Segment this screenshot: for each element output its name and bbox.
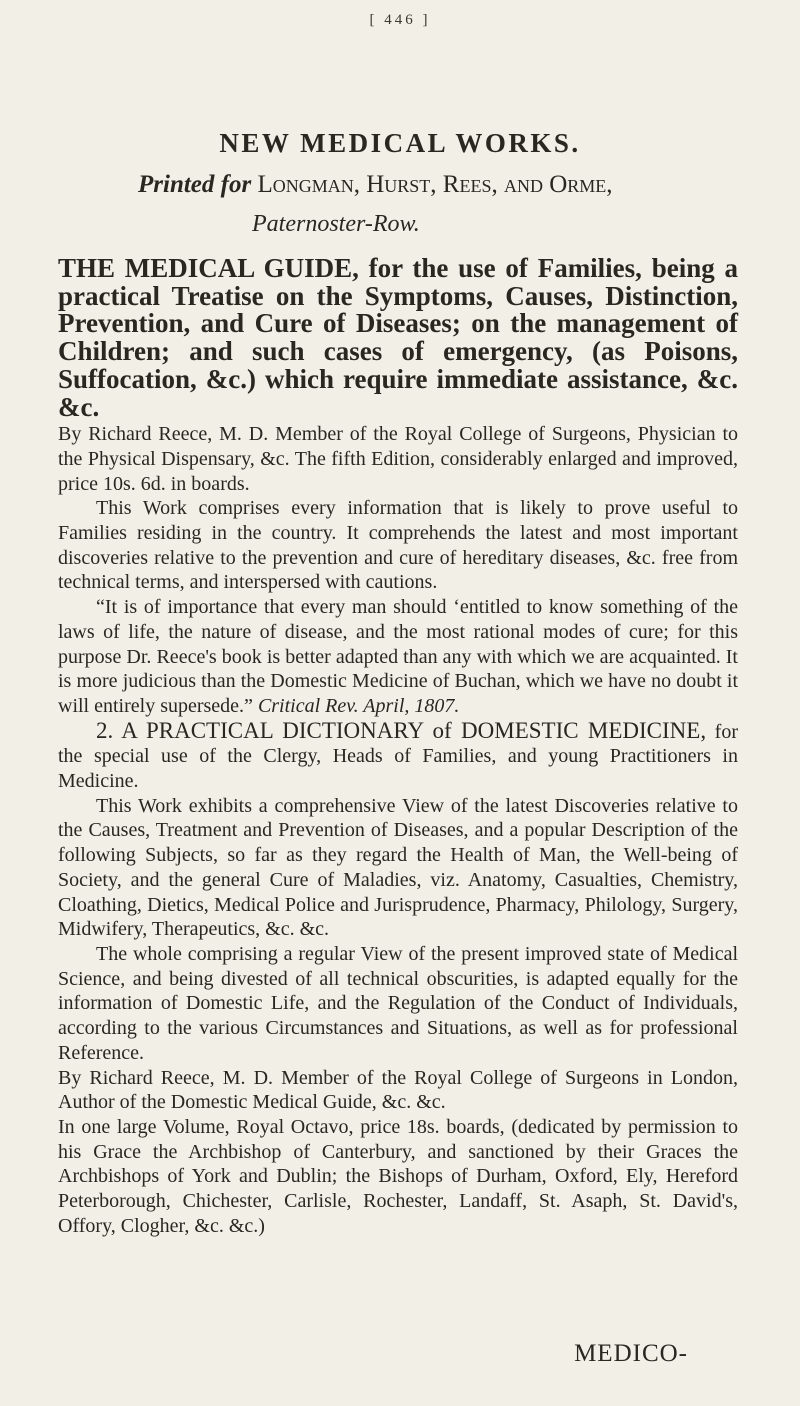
- entry2-format: In one large Volume, Royal Octavo, price 18s. boards, (dedicated by permission to his Grace the Archbishop of Canterbury, and sanctioned by their Graces the Archbishops of York and Dublin; the Bishops of Durham, Oxford, Ely, Hereford Peterborough, Chichester, Carlisle, Rochester, Landaff, St. Asaph, St. David's, Offory, Clogher, &c. &c.): [58, 1115, 738, 1237]
- entry1-title: [58, 253, 738, 422]
- advertisement-body: [58, 253, 738, 1238]
- page-heading: NEW MEDICAL WORKS.: [219, 128, 581, 158]
- imprint-street: Paternoster-Row.: [252, 211, 420, 237]
- entry1-description: This Work comprises every information that is likely to prove useful to Families residing in the country. It comprehends the latest and most important discoveries relative to the prevention and cure of hereditary diseases, &c. free from technical terms, and interspersed with cautions.: [58, 497, 738, 594]
- imprint-line: [138, 171, 760, 199]
- entry2-author: By Richard Reece, M. D. Member of the Royal College of Surgeons in London, Author of the Domestic Medical Guide, &c. &c.: [58, 1066, 738, 1114]
- entry2-title-text: 2. A PRACTICAL DICTIONARY of DOMESTIC MEDICINE,: [96, 717, 707, 743]
- printed-for-label: Printed for: [138, 171, 252, 198]
- review-source: Critical Rev. April, 1807.: [257, 694, 460, 717]
- entry2-subtitle: for the special use of the Clergy, Heads of Families, and young Practitioners in Medicine.: [58, 720, 738, 793]
- entry1-review-quote: [58, 595, 738, 719]
- publishers-names: Longman, Hurst, Rees, and Orme,: [257, 171, 613, 198]
- entry2-title: [58, 719, 738, 794]
- entry2-description-continued: The whole comprising a regular View of the present improved state of Medical Science, and being divested of all technical obscurities, is adapted equally for the information of Domestic Life, and the Regulation of the Conduct of Individuals, according to the various Circumstances and Situations, as well as for professional Reference.: [58, 942, 738, 1064]
- entry2-description: This Work exhibits a comprehensive View of the latest Discoveries relative to the Causes, Treatment and Prevention of Diseases, and a popular Description of the following Subjects, so far as they regard the Health of Man, the Well-being of Society, and the general Cure of Maladies, viz. Anatomy, Casualties, Chemistry, Cloathing, Dietics, Medical Police and Jurisprudence, Pharmacy, Philology, Surgery, Midwifery, Therapeutics, &c. &c.: [58, 794, 738, 941]
- entry1-author: By Richard Reece, M. D. Member of the Royal College of Surgeons, Physician to the Physical Dispensary, &c. The fifth Edition, considerably enlarged and improved, price 10s. 6d. in boards.: [58, 423, 738, 495]
- catchword: MEDICO-: [574, 1340, 688, 1367]
- review-quote-text: “It is of importance that every man should ‘entitled to know something of the laws of life, the nature of disease, and the most rational modes of cure; for this purpose Dr. Reece's book is better adapted than any with which we are acquainted. It is more judicious than the Domestic Medicine of Buchan, which we have no doubt it will entirely supersede.”: [58, 596, 738, 717]
- entry1-title-text: THE MEDICAL GUIDE, for the use of Families, being a practical Treatise on the Symptoms, Causes, Distinction, Prevention, and Cure of Diseases; on the management of Children; and such cases of emergency, (as Poisons, Suffocation, &c.) which require immediate assistance, &c. &c.: [58, 253, 738, 422]
- page-number: [ 446 ]: [369, 12, 431, 28]
